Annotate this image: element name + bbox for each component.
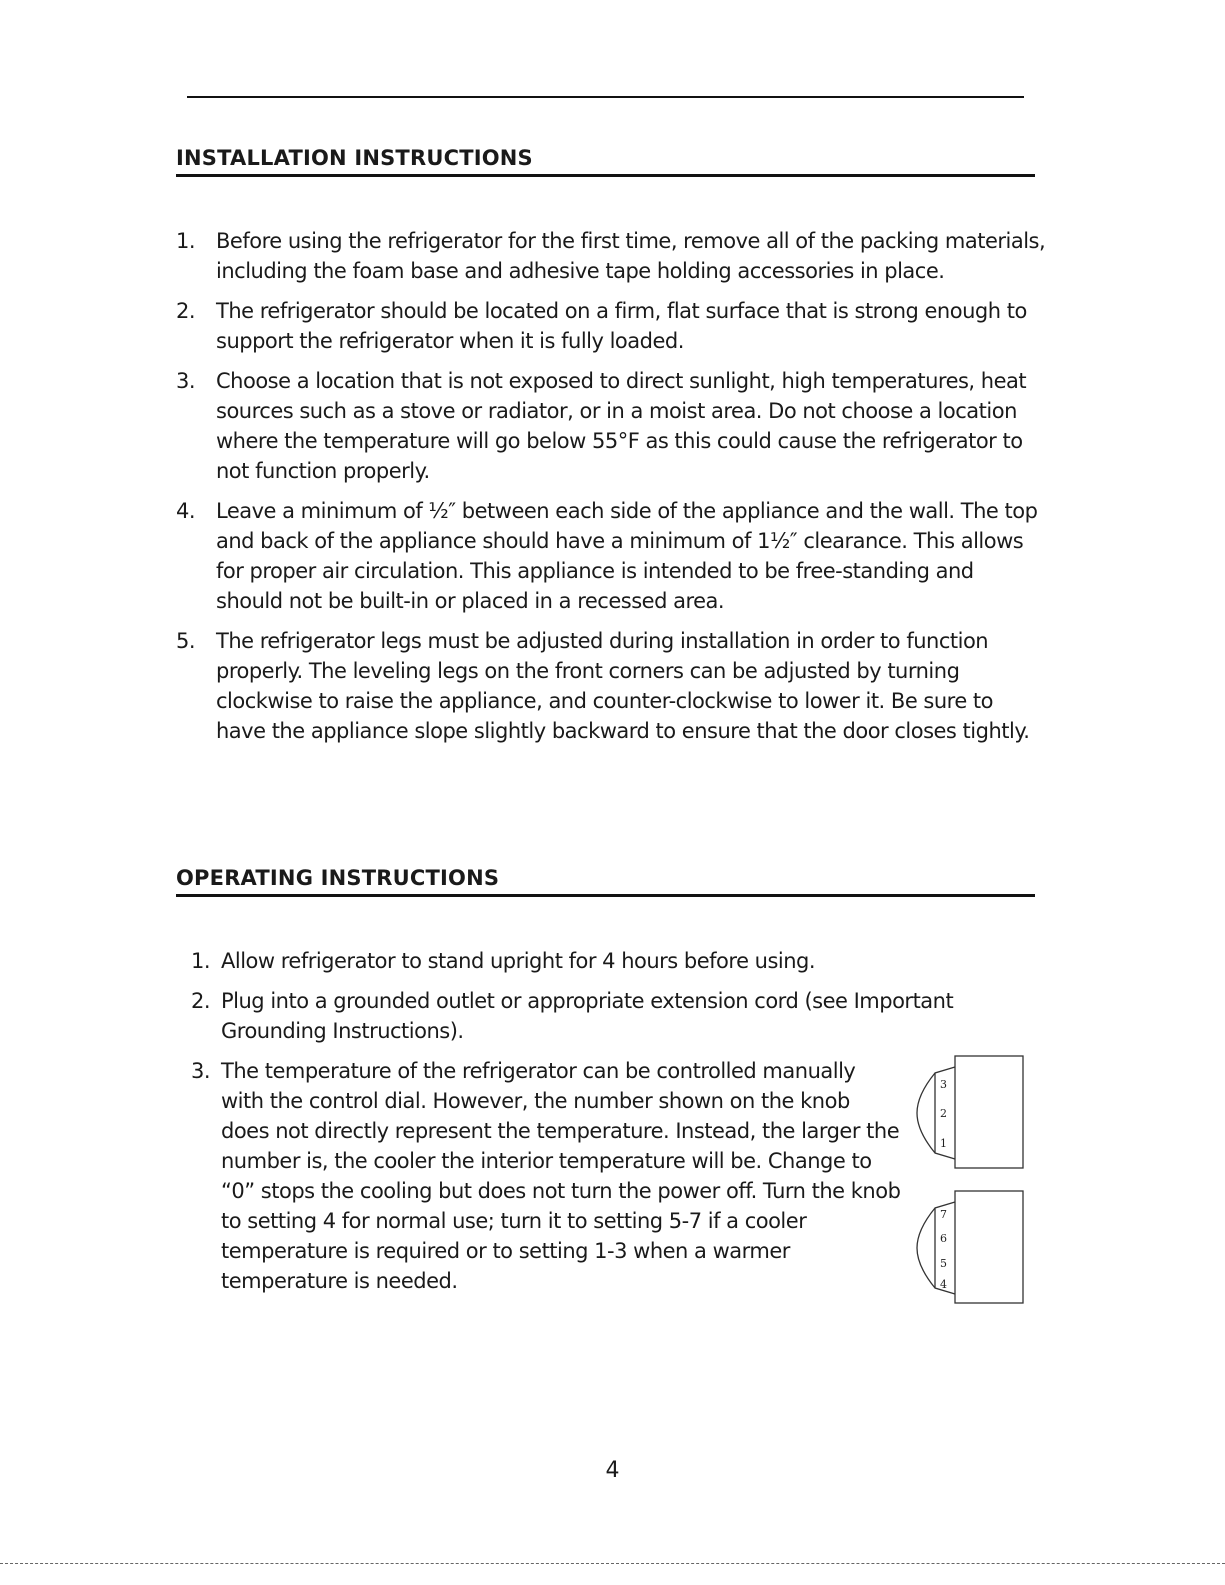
operating-heading: OPERATING INSTRUCTIONS bbox=[176, 866, 1035, 897]
item-text: The refrigerator legs must be adjusted during installation in order to function properly. The leveling legs on the front corners can be adjusted by turning clockwise to raise the appliance, and counter-clockwise to lower it. Be sure to have the appliance slope slightly backward to ensure that the door closes tightly. bbox=[216, 629, 1030, 743]
list-item bbox=[191, 1056, 901, 1296]
control-dial-icon bbox=[913, 1055, 1025, 1171]
list-item bbox=[176, 226, 1046, 286]
item-text: Allow refrigerator to stand upright for 4 hours before using. bbox=[221, 949, 816, 973]
dial-label: 7 bbox=[940, 1208, 947, 1221]
dial-label: 2 bbox=[940, 1107, 947, 1120]
item-number: 1. bbox=[191, 949, 211, 973]
dial-label: 3 bbox=[940, 1078, 947, 1091]
item-text: Plug into a grounded outlet or appropriate extension cord (see Important Grounding Instructions). bbox=[221, 989, 954, 1043]
item-text: The temperature of the refrigerator can be controlled manually with the control dial. However, the number shown on the knob does not directly represent the temperature. Instead, the larger the number is, the cooler the interior temperature will be. Change to “0” stops the cooling but does not turn the power off. Turn the knob to setting 4 for normal use; turn it to setting 5-7 if a cooler temperature is required or to setting 1-3 when a warmer temperature is needed. bbox=[221, 1059, 901, 1293]
item-number: 2. bbox=[191, 989, 211, 1013]
dial-label: 5 bbox=[940, 1257, 947, 1270]
item-number: 4. bbox=[176, 499, 196, 523]
list-item bbox=[191, 946, 1031, 976]
control-dial-low-illustration bbox=[913, 1055, 1025, 1171]
dial-label: 1 bbox=[940, 1137, 947, 1150]
list-item bbox=[176, 296, 1046, 356]
page-number: 4 bbox=[605, 1458, 620, 1483]
list-item bbox=[176, 366, 1046, 486]
item-text: Leave a minimum of ½″ between each side of the appliance and the wall. The top and back of the appliance should have a minimum of 1½″ clearance. This allows for proper air circulation. This appliance is intended to be free-standing and should not be built-in or placed in a recessed area. bbox=[216, 499, 1038, 613]
control-dial-icon bbox=[913, 1190, 1025, 1306]
item-number: 5. bbox=[176, 629, 196, 653]
control-dial-high-illustration bbox=[913, 1190, 1025, 1306]
dial-label: 4 bbox=[940, 1278, 947, 1291]
list-item bbox=[176, 496, 1046, 616]
list-item bbox=[191, 986, 1031, 1046]
installation-heading: INSTALLATION INSTRUCTIONS bbox=[176, 146, 1035, 177]
item-number: 3. bbox=[191, 1059, 211, 1083]
installation-list bbox=[176, 226, 1046, 756]
item-number: 2. bbox=[176, 299, 196, 323]
top-rule bbox=[187, 96, 1024, 98]
item-number: 3. bbox=[176, 369, 196, 393]
item-text: Before using the refrigerator for the first time, remove all of the packing materials, including the foam base and adhesive tape holding accessories in place. bbox=[216, 229, 1046, 283]
list-item bbox=[176, 626, 1046, 746]
bottom-rule bbox=[0, 1563, 1225, 1564]
operating-list bbox=[191, 946, 1031, 1306]
dial-label: 6 bbox=[940, 1232, 947, 1245]
item-text: Choose a location that is not exposed to direct sunlight, high temperatures, heat sources such as a stove or radiator, or in a moist area. Do not choose a location where the temperature will go below 55°F as this could cause the refrigerator to not function properly. bbox=[216, 369, 1027, 483]
item-number: 1. bbox=[176, 229, 196, 253]
item-text: The refrigerator should be located on a firm, flat surface that is strong enough to support the refrigerator when it is fully loaded. bbox=[216, 299, 1027, 353]
